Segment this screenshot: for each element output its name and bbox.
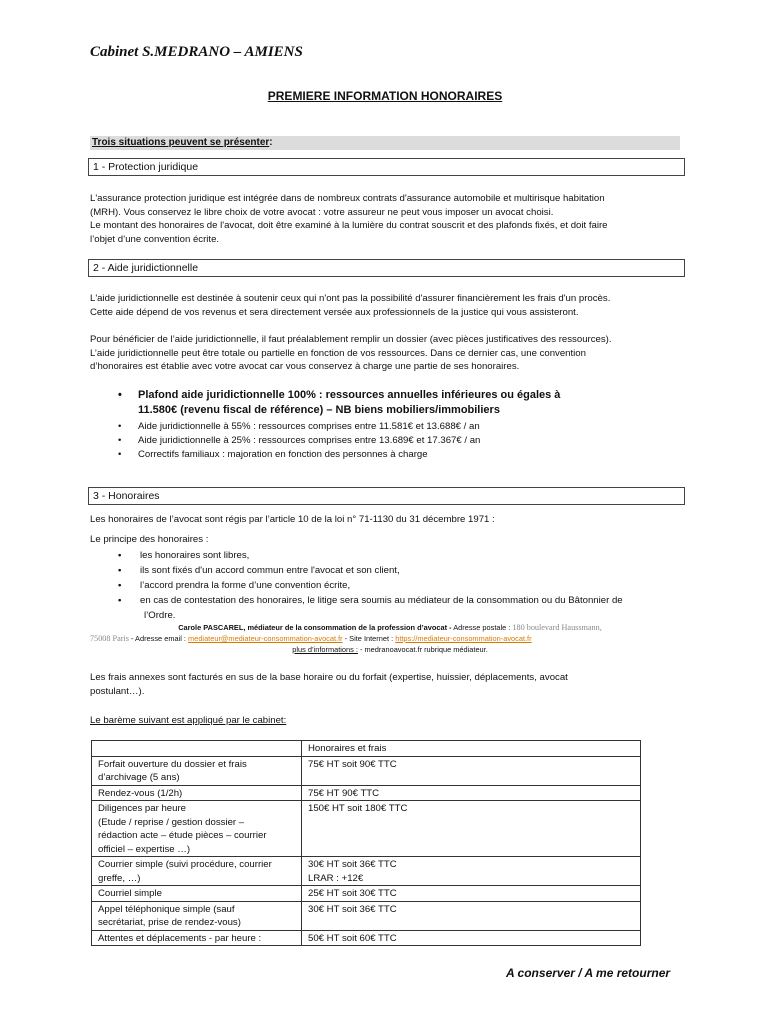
aid-ceiling-line: Plafond aide juridictionnelle 100% : ressources annuelles inférieures ou égales à [138, 389, 561, 401]
intro-heading [90, 136, 680, 150]
site-label: - Site Internet : [342, 634, 396, 643]
section-2-heading: 2 - Aide juridictionnelle [88, 259, 685, 277]
fee-value-cell [302, 857, 641, 886]
more-info-label: plus d’informations : [292, 645, 358, 654]
fee-label-line: rédaction acte – étude pièces – courrier [98, 830, 267, 841]
fee-label-line: Courriel simple [98, 888, 162, 899]
honoraires-law: Les honoraires de l’avocat sont régis par l’article 10 de la loi n° 71-1130 du 31 décembre 1971 : [90, 514, 495, 525]
section-2-line: d’honoraires est établie avec votre avocat car vous conservez à charge une partie de ses honoraires. [90, 361, 520, 372]
fee-label-line: Courrier simple (suivi procédure, courrier [98, 859, 272, 870]
list-item: • l’accord prendra la forme d’une convention écrite, [118, 578, 623, 593]
section-1-text [90, 192, 690, 246]
fee-label-cell [92, 801, 302, 857]
section-2-line: L’aide juridictionnelle peut être totale ou partielle en fonction de vos ressources. Dans ce dernier cas, une convention [90, 347, 586, 359]
table-row [92, 857, 641, 886]
fee-value-cell [302, 756, 641, 785]
fee-value-line: 150€ HT soit 180€ TTC [308, 803, 408, 814]
mediator-info [90, 622, 690, 655]
fee-label-line: (Etude / reprise / gestion dossier – [98, 816, 245, 828]
aid-ceiling-bullet [118, 388, 560, 418]
fee-label-line: Forfait ouverture du dossier et frais [98, 758, 247, 770]
fee-label-cell [92, 886, 302, 902]
fee-label-line: Rendez-vous (1/2h) [98, 787, 183, 799]
list-item: • Correctifs familiaux : majoration en fonction des personnes à charge [118, 448, 480, 462]
fee-label-cell [92, 756, 302, 785]
list-item: • Aide juridictionnelle à 55% : ressources comprises entre 11.581€ et 13.688€ / an [118, 420, 480, 434]
section-1-line: l’objet d’une convention écrite. [90, 233, 220, 245]
mediator-site-link[interactable]: https://mediateur-consommation-avocat.fr [395, 634, 532, 643]
fee-value-cell [302, 930, 641, 946]
fee-value-cell [302, 886, 641, 902]
fee-label-line: officiel – expertise …) [98, 843, 191, 855]
aid-ceiling-line: 11.580€ (revenu fiscal de référence) – NB biens mobiliers/immobiliers [138, 404, 500, 416]
honoraires-principles-list [118, 548, 623, 623]
fee-label-line: Appel téléphonique simple (sauf [98, 903, 235, 915]
table-header-cell [92, 741, 302, 757]
postal-city: 75008 Paris [90, 634, 129, 643]
fee-value-cell [302, 901, 641, 930]
firm-name: Cabinet S.MEDRANO – AMIENS [90, 44, 303, 60]
honoraires-principle: Le principe des honoraires : [90, 534, 209, 545]
list-item: • ils sont fixés d'un accord commun entre l'avocat et son client, [118, 563, 623, 578]
bareme-intro: Le barème suivant est appliqué par le cabinet: [90, 715, 287, 726]
frais-line: postulant…). [90, 685, 145, 697]
frais-line: Les frais annexes sont facturés en sus de la base horaire ou du forfait (expertise, huissier, déplacements, avocat [90, 672, 568, 683]
postal-address: 180 boulevard Haussmann, [512, 623, 602, 632]
fee-label-cell [92, 930, 302, 946]
fee-label-line: secrétariat, prise de rendez-vous) [98, 917, 241, 928]
aid-levels-list [118, 420, 480, 462]
fee-label-cell [92, 785, 302, 801]
fee-value-line: 75€ HT soit 90€ TTC [308, 758, 397, 770]
fee-value-line: 30€ HT soit 36€ TTC [308, 903, 397, 915]
fee-value-line: LRAR : +12€ [308, 872, 364, 884]
frais-annexes [90, 671, 690, 698]
section-2-line: Cette aide dépend de vos revenus et sera directement versée aux professionnels de la justice qui vous assisteront. [90, 306, 579, 318]
section-2-paragraph-1 [90, 292, 690, 319]
fee-table [91, 740, 641, 946]
fee-label-line: Diligences par heure [98, 803, 186, 814]
intro-heading-text: Trois situations peuvent se présenter [92, 137, 270, 148]
section-1-line: L'assurance protection juridique est intégrée dans de nombreux contrats d'assurance automobile et multirisque habitation [90, 193, 605, 204]
list-item: • les honoraires sont libres, [118, 548, 623, 563]
fee-value-cell [302, 785, 641, 801]
table-header-row [92, 741, 641, 757]
postal-label: Adresse postale : [451, 623, 513, 632]
section-2-line: L'aide juridictionnelle est destinée à soutenir ceux qui n'ont pas la possibilité d'assurer financièrement les frais d'un procès. [90, 293, 611, 304]
section-2-line: Pour bénéficier de l’aide juridictionnelle, il faut préalablement remplir un dossier (avec pièces justificatives des ressources). [90, 334, 612, 345]
section-1-heading: 1 - Protection juridique [88, 158, 685, 176]
fee-label-line: greffe, …) [98, 872, 141, 884]
table-row [92, 901, 641, 930]
fee-label-line: d’archivage (5 ans) [98, 772, 180, 783]
fee-value-line: 50€ HT soit 60€ TTC [308, 932, 397, 944]
mediator-email-link[interactable]: mediateur@mediateur-consommation-avocat.fr [188, 634, 343, 643]
list-item: • Aide juridictionnelle à 25% : ressources comprises entre 13.689€ et 17.367€ / an [118, 434, 480, 448]
fee-value-line: 30€ HT soit 36€ TTC [308, 859, 397, 870]
fee-value-line: 75€ HT 90€ TTC [308, 787, 380, 799]
more-info-text: - medranoavocat.fr rubrique médiateur. [357, 645, 488, 654]
table-row [92, 756, 641, 785]
section-2-paragraph-2 [90, 333, 690, 374]
section-1-line: (MRH). Vous conservez le libre choix de votre avocat : votre assureur ne peut vous imposer un avocat choisi. [90, 206, 554, 218]
document-title: PREMIERE INFORMATION HONORAIRES [267, 89, 503, 103]
table-row [92, 801, 641, 857]
table-row [92, 785, 641, 801]
bullet-marker: • [118, 389, 122, 401]
fee-value-cell [302, 801, 641, 857]
fee-label-cell [92, 857, 302, 886]
section-1-line: Le montant des honoraires de l'avocat, doit être examiné à la lumière du contrat souscrit et des plafonds fixés, et doit faire [90, 220, 608, 231]
section-3-heading: 3 - Honoraires [88, 487, 685, 505]
fee-label-line: Attentes et déplacements - par heure : [98, 932, 262, 944]
table-row [92, 930, 641, 946]
table-header-cell: Honoraires et frais [302, 741, 641, 757]
fee-label-cell [92, 901, 302, 930]
intro-heading-colon: : [269, 137, 273, 148]
footer-note: A conserver / A me retourner [506, 966, 671, 980]
fee-value-line: 25€ HT soit 30€ TTC [308, 888, 397, 899]
mediator-name: Carole PASCAREL, médiateur de la consommation de la profession d’avocat - [178, 623, 452, 632]
list-item-continuation: l’Ordre. [144, 610, 176, 621]
table-row [92, 886, 641, 902]
list-item: • en cas de contestation des honoraires, le litige sera soumis au médiateur de la consommation ou du Bâtonnier de [118, 593, 623, 608]
email-label: - Adresse email : [128, 634, 189, 643]
